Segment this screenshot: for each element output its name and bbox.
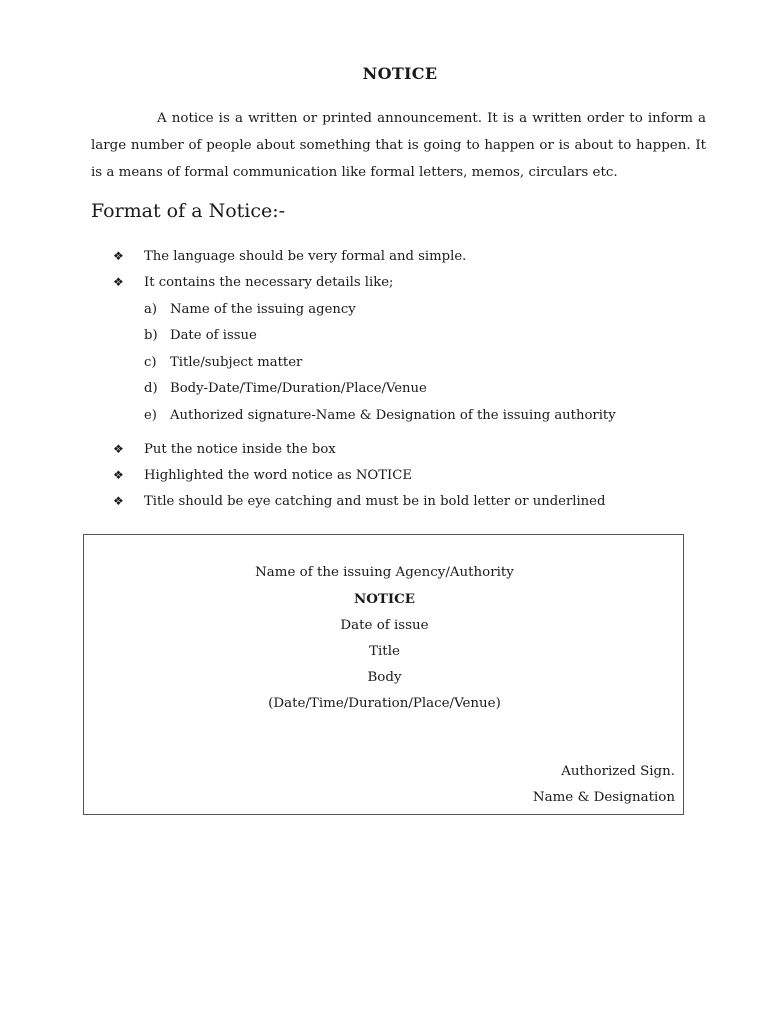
section-heading: Format of a Notice:- (91, 200, 286, 222)
sub-marker: b) (144, 328, 158, 343)
list-item (113, 275, 393, 290)
bullet-text: Title should be eye catching and must be in bold letter or underlined (144, 494, 606, 509)
bullet-text: Put the notice inside the box (144, 442, 336, 457)
bullet-text: It contains the necessary details like; (144, 275, 394, 290)
sub-list-item (144, 381, 427, 396)
list-item (113, 249, 466, 264)
sub-list-item (144, 328, 257, 343)
box-notice-heading: NOTICE (354, 591, 415, 607)
bullet-icon: ❖ (113, 249, 124, 263)
box-body: Body (367, 670, 402, 685)
box-title: Title (369, 644, 400, 659)
sub-text: Date of issue (170, 328, 257, 343)
box-date: Date of issue (340, 618, 429, 633)
list-item (113, 468, 412, 483)
sub-text: Authorized signature-Name & Designation of the issuing authority (170, 408, 616, 423)
bullet-text: Highlighted the word notice as NOTICE (144, 468, 412, 483)
sub-marker: d) (144, 381, 158, 396)
sub-marker: e) (144, 408, 157, 423)
sub-list-item (144, 302, 356, 317)
page-title: NOTICE (362, 64, 438, 83)
list-item (113, 494, 605, 509)
list-item (113, 442, 336, 457)
box-designation: Name & Designation (532, 790, 675, 805)
intro-paragraph: A notice is a written or printed announcement. It is a written order to inform a large number of people about something that is going to happen or is about to happen. It is a means of formal communication like formal letters, memos, circulars etc. (91, 111, 706, 180)
sub-list-item (144, 355, 302, 370)
sub-list-item (144, 408, 616, 423)
bullet-text: The language should be very formal and simple. (144, 249, 467, 264)
sub-marker: a) (144, 302, 158, 317)
box-signature: Authorized Sign. (561, 764, 675, 779)
bullet-icon: ❖ (113, 468, 124, 482)
box-agency: Name of the issuing Agency/Authority (255, 565, 514, 580)
notice-format-box (83, 534, 684, 815)
box-body-detail: (Date/Time/Duration/Place/Venue) (268, 696, 501, 711)
sub-text: Body-Date/Time/Duration/Place/Venue (170, 381, 427, 396)
sub-text: Title/subject matter (170, 355, 303, 370)
sub-marker: c) (144, 355, 157, 370)
bullet-icon: ❖ (113, 275, 124, 289)
sub-text: Name of the issuing agency (170, 302, 356, 317)
bullet-icon: ❖ (113, 442, 124, 456)
bullet-icon: ❖ (113, 494, 124, 508)
